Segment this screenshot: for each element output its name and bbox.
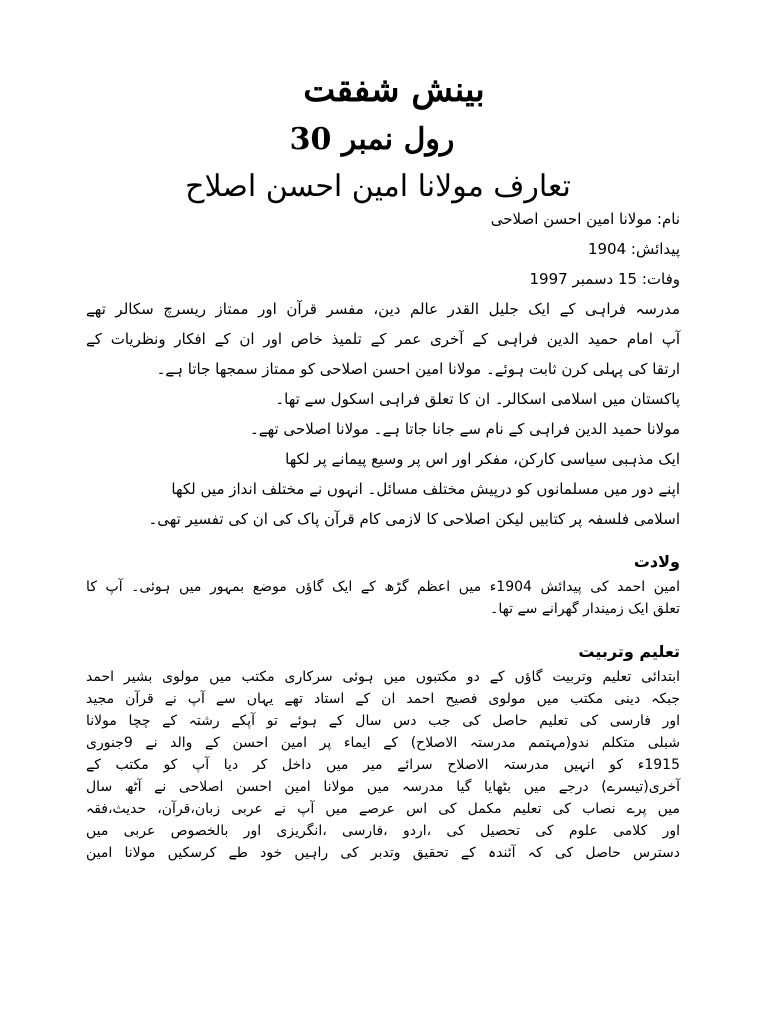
roll-number: رول نمبر 30 [289, 122, 455, 157]
paragraph-line: امین احمد کی پیدائش 1904ء میں اعظم گڑھ کے ایک گاؤں موضع بمہور میں ہوئی۔ آپ کا [86, 579, 681, 595]
paragraph-line: اور کلامی علوم کی تحصیل کی ،اردو ،فارسی ،انگریزی اور بالخصوص عربی میں [86, 823, 680, 839]
document-title: تعارف مولانا امین احسن اصلاح [185, 169, 571, 204]
student-name: بینش شفقت [303, 70, 485, 110]
death-line: وفات: 15 دسمبر 1997 [529, 270, 680, 288]
paragraph-line: دسترس حاصل کی کہ آئندہ کے تحقیق وتدبر کی راہیں خود طے کرسکیں مولانا امین [86, 845, 680, 861]
section-heading-wiladat: ولادت [633, 552, 680, 571]
birth-line: پیدائش: 1904 [587, 240, 680, 258]
document-header [0, 70, 768, 210]
intro-line: پاکستان میں اسلامی اسکالر۔ ان کا تعلق فراہی اسکول سے تھا۔ [275, 390, 680, 408]
name-line: نام: مولانا امین احسن اصلاحی [490, 210, 680, 228]
intro-line: ارتقا کی پہلی کرن ثابت ہوئے۔ مولانا امین احسن اصلاحی کو ممتاز سمجھا جاتا ہے۔ [156, 360, 680, 378]
intro-line: اپنے دور میں مسلمانوں کو درپیش مختلف مسائل۔ انہوں نے مختلف انداز میں لکھا [171, 480, 680, 498]
paragraph-line: جبکہ دینی مکتب میں مولوی فصیح احمد ان کے استاد تھے یہاں سے آپ نے قرآن مجید [86, 691, 680, 707]
paragraph-line: آخری(تیسرے) درجے میں بٹھایا گیا مدرسہ میں مولانا امین احسن اصلاحی نے آٹھ سال [86, 779, 680, 795]
intro-line: مدرسہ فراہی کے ایک جلیل القدر عالم دین، مفسر قرآن اور ممتاز ریسرچ سکالر تھے [86, 300, 680, 318]
intro-line: آپ امام حمید الدین فراہی کے آخری عمر کے تلمیذ خاص اور ان کے افکار ونظریات کے [86, 330, 680, 348]
paragraph-line: ابتدائی تعلیم وتربیت گاؤں کے دو مکتبوں میں ہوئی سرکاری مکتب میں مولوی بشیر احمد [86, 669, 680, 685]
paragraph-line: اور فارسی کی تعلیم حاصل کی جب دس سال کے ہوئے تو آپکے رشتہ کے چچا مولانا [86, 713, 680, 729]
paragraph-line: 1915ء کو انہیں مدرستہ الاصلاح سرائے میر میں داخل کر دیا آپ کو مکتب کے [86, 757, 680, 773]
intro-line: اسلامی فلسفہ پر کتابیں لیکن اصلاحی کا لازمی کام قرآن پاک کی ان کی تفسیر تھی۔ [148, 510, 680, 528]
intro-line: ایک مذہبی سیاسی کارکن، مفکر اور اس پر وسیع پیمانے پر لکھا [285, 450, 680, 468]
intro-line: مولانا حمید الدین فراہی کے نام سے جانا جاتا ہے۔ مولانا اصلاحی تھے۔ [250, 420, 680, 438]
paragraph-line: تعلق ایک زمیندار گھرانے سے تھا۔ [490, 601, 680, 617]
taleem-paragraph [86, 666, 680, 864]
paragraph-line: شبلی متکلم ندو(مہتمم مدرستہ الاصلاح) کے ایماء پر امین احسن کے والد نے 9جنوری [86, 735, 680, 751]
paragraph-line: میں پرے نصاب کی تعلیم مکمل کی اس عرصے میں آپ نے عربی زبان،قرآن، حدیث،فقہ [86, 801, 680, 817]
wiladat-paragraph [86, 576, 680, 620]
document-body [86, 204, 680, 864]
section-heading-taleem: تعلیم وتربیت [578, 642, 680, 661]
